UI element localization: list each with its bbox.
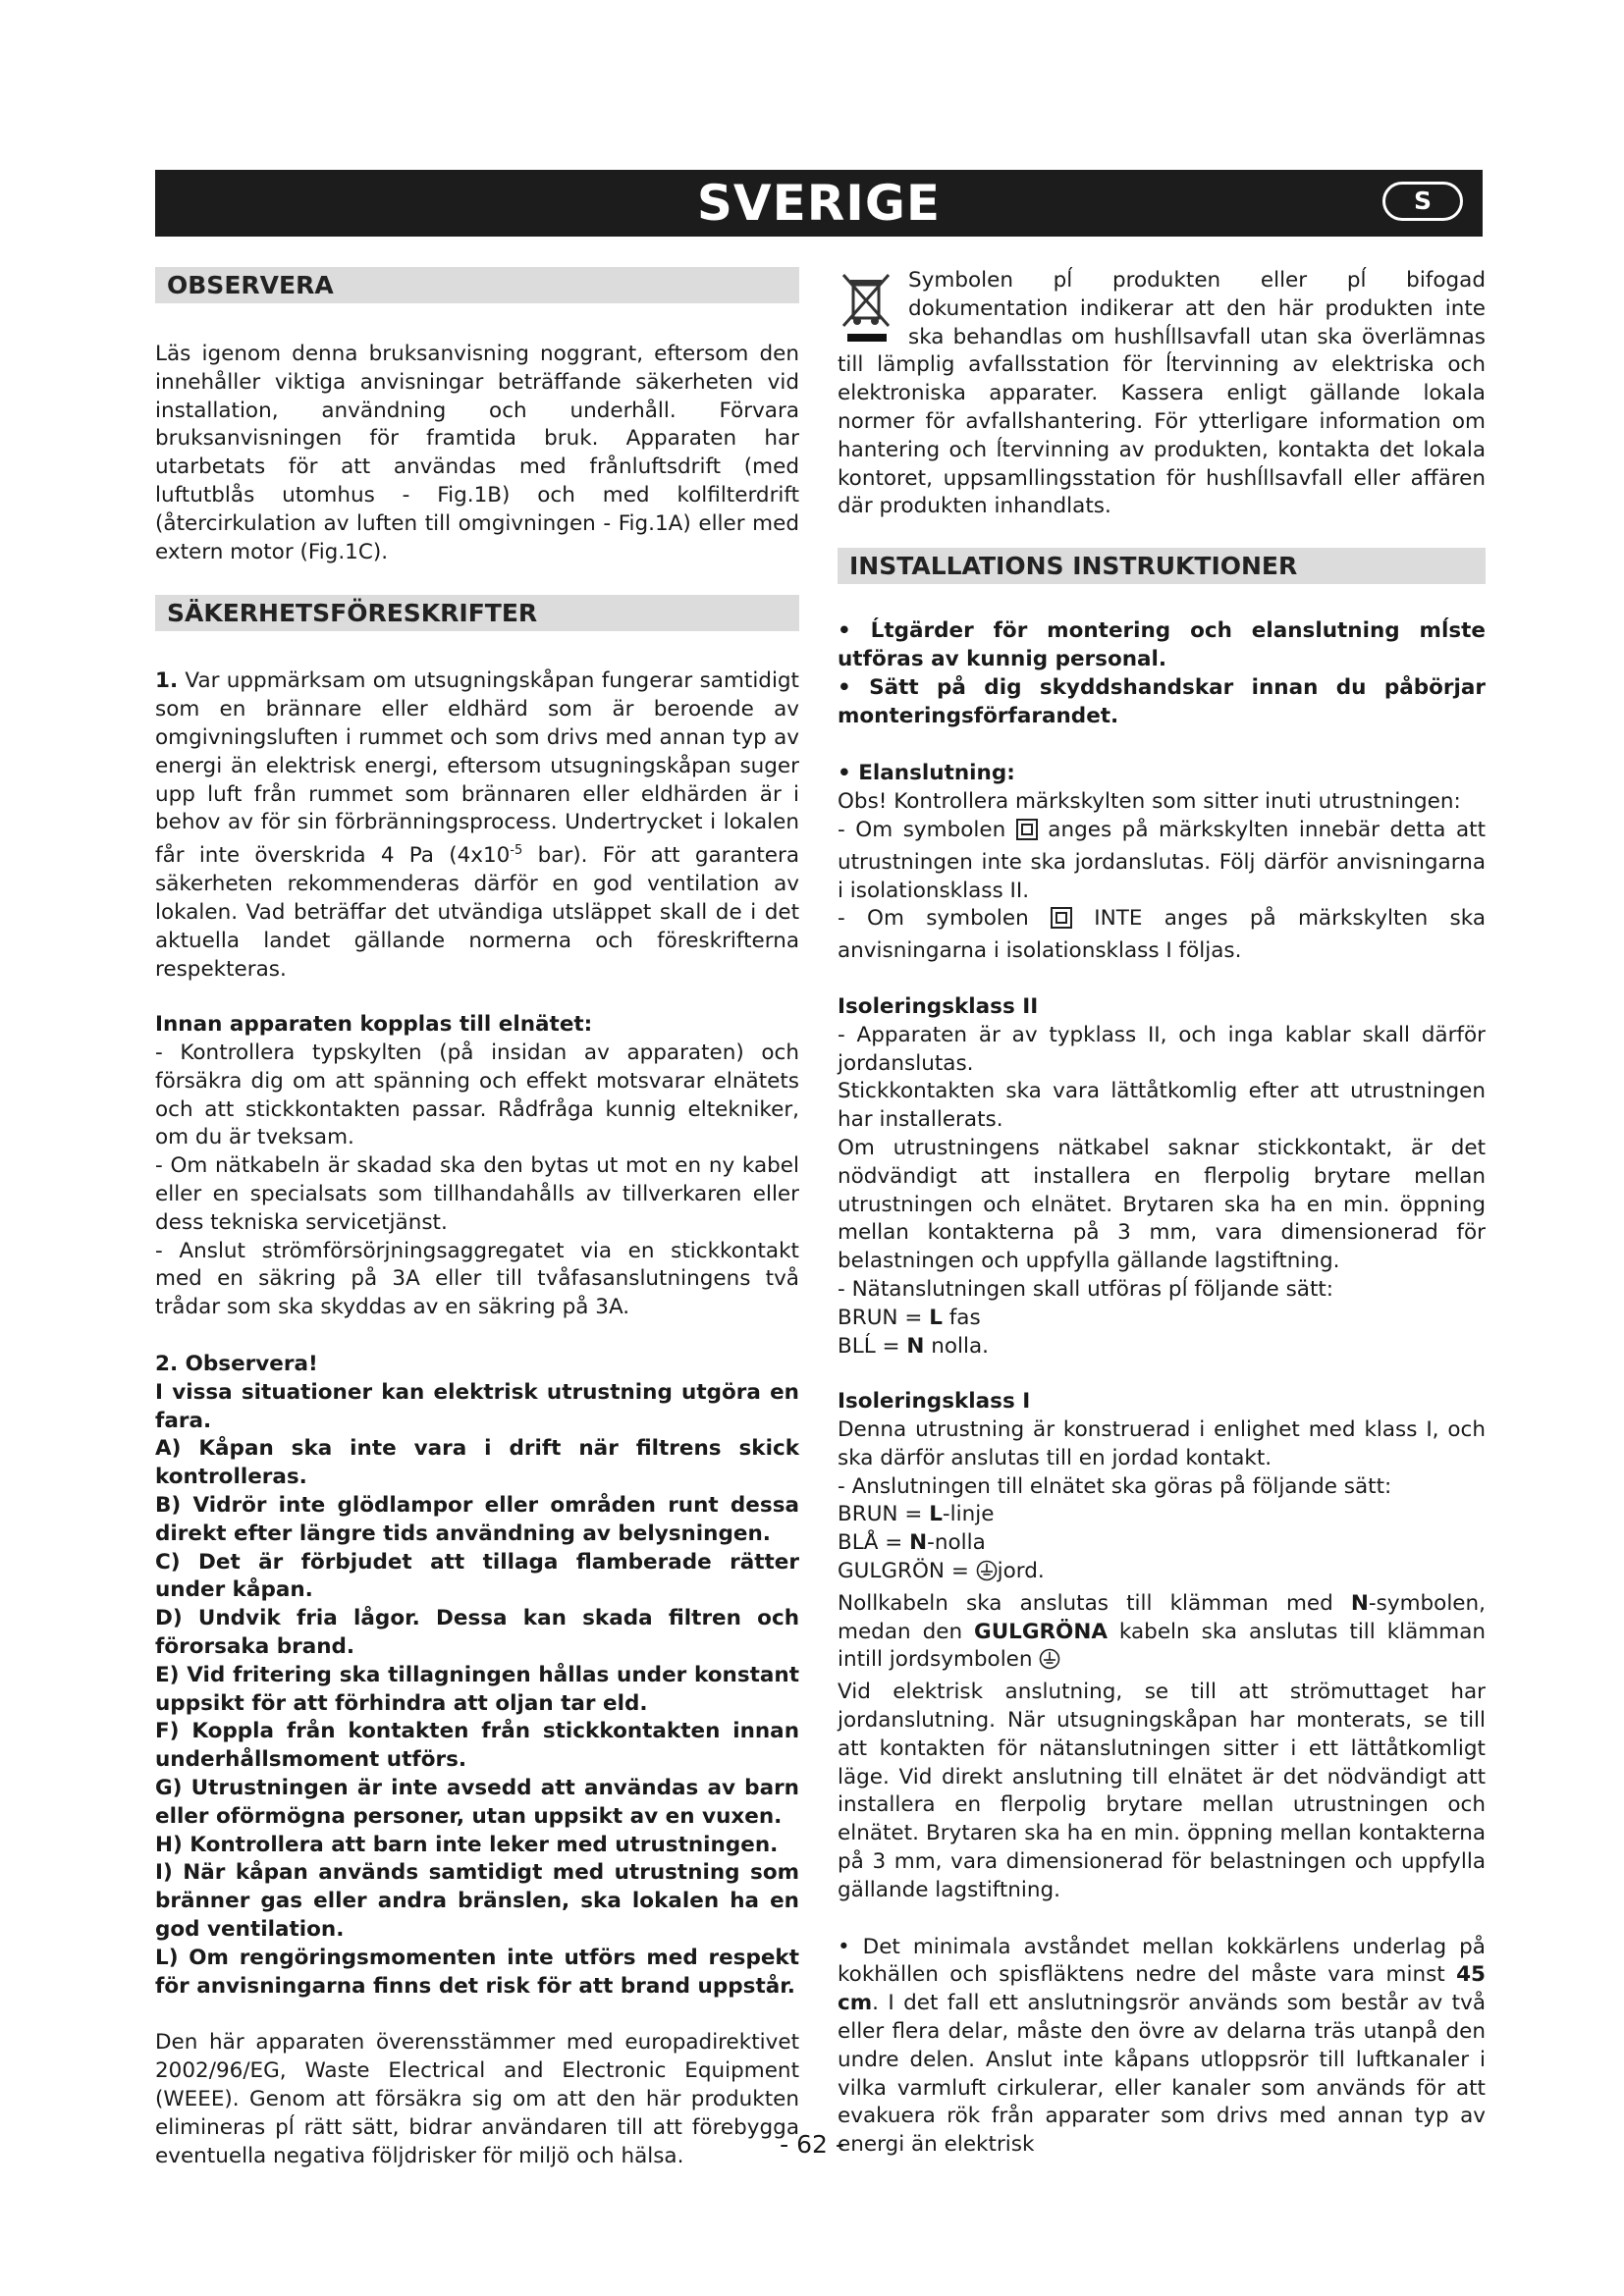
warning-line: F) Koppla från kontakten från stickkontakten innan underhållsmoment utförs. [155,1719,799,1773]
class1-wire-blue: BLÅ = N-nolla [838,1530,986,1556]
ground-icon [1039,1648,1060,1679]
class1-wire-brown: BRUN = L-linje [838,1502,995,1527]
class2-wire-blue: BLĹ = N nolla. [838,1333,989,1359]
left-column [155,267,799,2170]
warning-line: I vissa situationer kan elektrisk utrustning utgöra en fara. [155,1379,799,1433]
class2-line: - Nätanslutningen skall utföras pĺ följande sätt: [838,1276,1334,1302]
section-heading-installation: INSTALLATIONS INSTRUKTIONER [838,548,1486,584]
banner-title: SVERIGE [696,175,942,232]
country-banner [155,170,1483,237]
electrical-class1-note: - Om symbolen INTE anges på märkskylten ska anvisningarna i isolationsklass I följas. [838,906,1486,964]
warning-line: I) När kåpan används samtidigt med utrustning som bränner gas eller andra bränslen, ska lokalen ha en god ventilation. [155,1860,799,1942]
section-heading-observera: OBSERVERA [155,267,799,303]
observera-paragraph: Läs igenom denna bruksanvisning noggrant, eftersom den innehåller viktiga anvisningar beträffande säkerheten vid installation, användning och underhåll. Förvara bruksanvisningen för framtida bruk. Apparaten har utarbetats för att användas med frånluftsdrift (med luftutblås utomhus - Fig.1B) och med kolfilterdrift (återcirkulation av luften till omgivningen - Fig.1A) eller med extern motor (Fig.1C). [155,342,799,564]
country-code-badge: S [1382,182,1463,221]
right-column [838,267,1486,2160]
warning-line: E) Vid fritering ska tillagningen hållas under konstant uppsikt för att förhindra att oljan tar eld. [155,1662,799,1716]
class2-line: - Apparaten är av typklass II, och inga kablar skall därför jordanslutas. [838,1022,1486,1076]
class1-wire-ground: GULGRÖN = jord. [838,1558,1486,1590]
double-insulation-icon [1016,819,1038,849]
class2-heading: Isoleringsklass II [838,993,1039,1019]
class2-line: Om utrustningens nätkabel saknar stickkontakt, är det nödvändigt att installera en flerpolig brytare mellan utrustningen och elnätet. Brytaren ska ha en min. öppning mellan kontakterna på 3 mm, vara dimensionerad för belastningen och uppfylla gällande lagstiftning. [838,1135,1486,1274]
class1-neutral-note: Nollkabeln ska anslutas till klämman med N-symbolen, medan den GULGRÖNA kabeln ska anslutas till klämman intill jordsymbolen [838,1590,1486,1679]
electrical-class2-note: - Om symbolen anges på märkskylten innebär detta att utrustningen inte ska jordanslutas. Följ därför anvisningarna i isolationsklass II. [838,817,1486,903]
crossed-bin-icon [838,271,894,346]
electrical-note: Obs! Kontrollera märkskylten som sitter inuti utrustningen: [838,789,1461,815]
safety-item-1: 1. Var uppmärksam om utsugningskåpan fungerar samtidigt som en brännare eller eldhärd som är beroende av omgivningsluften i rummet och som drivs med annan typ av energi än elektrisk energi, eftersom utsugningskåpan suger upp luft från rummet som brännaren eller eldhärden är i behov av för sin förbränningsprocess. Undertrycket i lokalen får inte överskrida 4 Pa ($4x10^{-5}$ bar). För att garantera säkerheten rekommenderas därför en god ventilation av lokalen. Vad beträffar det utvändiga utsläppet skall de i det aktuella landet gällande normerna och föreskrifterna respekteras. [155,668,799,982]
before-connection-item: - Om nätkabeln är skadad ska den bytas ut mot en ny kabel eller en specialsats som tillhandahålls av tillverkaren eller dess tekniska servicetjänst. [155,1153,799,1235]
class1-line: Vid elektrisk anslutning, se till att strömuttaget har jordanslutning. När utsugningskåpan har monterats, se till att kontakten för nätanslutningen sitter i ett lättåtkomligt läge. Vid direkt anslutning till elnätet är det nödvändigt att installera en flerpolig brytare mellan utrustningen och elnätet. Brytaren ska ha en min. öppning mellan kontakterna på 3 mm, vara dimensionerad för belastningen och uppfylla gällande lagstiftning. [838,1680,1486,1902]
page-number: - 62 - [780,2130,844,2159]
warning-2-heading: 2. Observera! [155,1352,318,1377]
electrical-connection-heading: • Elanslutning: [838,761,1015,786]
weee-directive-paragraph: Den här apparaten överensstämmer med europadirektivet 2002/96/EG, Waste Electrical and Electronic Equipment (WEEE). Genom att försäkra sig om att den här produkten elimineras pĺ rätt sätt, bidrar användaren till att förebygga eventuella negativa följdrisker för miljö och hälsa. [155,2030,799,2168]
class2-line: Stickkontakten ska vara lättåtkomlig efter att utrustningen har installerats. [838,1079,1486,1133]
class1-line: - Anslutningen till elnätet ska göras på följande sätt: [838,1473,1392,1499]
warning-line: A) Kåpan ska inte vara i drift när filtrens skick kontrolleras. [155,1436,799,1490]
safety-item-1-number: 1. [155,668,179,694]
warning-line: G) Utrustningen är inte avsedd att användas av barn eller oförmögna personer, utan uppsikt av en vuxen. [155,1776,799,1829]
install-bullet: • Ĺtgärder för montering och elanslutning mĺste utföras av kunnig personal. [838,618,1486,671]
warning-line: D) Undvik fria lågor. Dessa kan skada filtren och förorsaka brand. [155,1606,799,1660]
minimum-distance-paragraph: • Det minimala avståndet mellan kokkärlens underlag på kokhällen och spisfläktens nedre del måste vara minst 45 cm. I det fall ett anslutningsrör används som består av två eller flera delar, måste den övre av delarna träs utanpå den undre delen. Anslut inte kåpans utloppsrör till luftkanaler i vilka varmluft cirkulerar, eller kanaler som används för att evakuera rök från apparater som drivs med annan typ av energi än elektrisk [838,1934,1486,2158]
ground-icon [976,1560,998,1590]
before-connection-item: - Anslut strömförsörjningsaggregatet via en stickkontakt med en säkring på 3A eller till tvåfasanslutningens två trådar som ska skyddas av en säkring på 3A. [155,1238,799,1320]
before-connection-item: - Kontrollera typskylten (på insidan av apparaten) och försäkra dig om att spänning och effekt motsvarar elnätets och att stickkontakten passar. Rådfråga kunnig eltekniker, om du är tveksam. [155,1041,799,1150]
warning-line: B) Vidrör inte glödlampor eller områden runt dessa direkt efter längre tids användning av belysningen. [155,1493,799,1546]
class1-heading: Isoleringsklass I [838,1389,1031,1415]
warning-line: L) Om rengöringsmomenten inte utförs med respekt för anvisningarna finns det risk för att brand uppstår. [155,1945,799,1999]
class2-wire-brown: BRUN = L fas [838,1305,981,1330]
warning-line: C) Det är förbjudet att tillaga flamberade rätter under kåpan. [155,1549,799,1603]
class1-line: Denna utrustning är konstruerad i enlighet med klass I, och ska därför anslutas till en jordad kontakt. [838,1417,1486,1470]
section-heading-sakerhet: SÄKERHETSFÖRESKRIFTER [155,595,799,631]
double-insulation-icon [1051,907,1072,937]
before-connection-heading: Innan apparaten kopplas till elnätet: [155,1012,593,1038]
weee-symbol-block [838,267,1486,521]
weee-symbol-paragraph: Symbolen pĺ produkten eller pĺ bifogad dokumentation indikerar att den här produkten inte ska behandlas om hushĺllsavfall utan ska överlämnas till lämplig avfallsstation för ĺtervinning av elektriska och elektroniska apparater. Kassera enligt gällande lokala normer för avfallshantering. För ytterligare information om hantering och ĺtervinning av produkten, kontakta det lokala kontoret, uppsamllingsstation för hushĺllsavfall eller affären där produkten inhandlats. [838,268,1486,519]
warning-line: H) Kontrollera att barn inte leker med utrustningen. [155,1832,779,1857]
install-bullet: • Sätt på dig skyddshandskar innan du påbörjar monteringsförfarandet. [838,674,1486,728]
